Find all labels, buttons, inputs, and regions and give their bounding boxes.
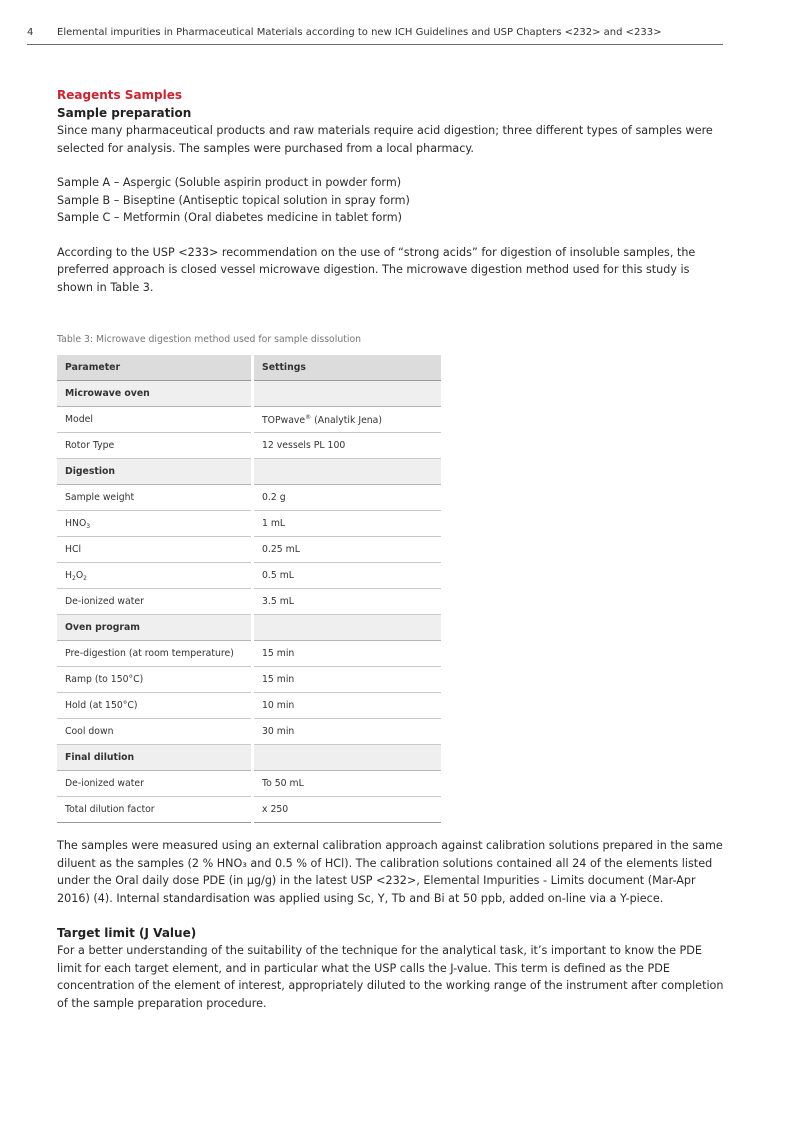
row-label: Rotor Type bbox=[57, 433, 253, 459]
target-limit-heading: Target limit (J Value) bbox=[57, 926, 197, 940]
row-label: Model bbox=[57, 407, 253, 433]
row-value: 3.5 mL bbox=[253, 589, 442, 615]
row-value: x 250 bbox=[253, 797, 442, 823]
row-label: Total dilution factor bbox=[57, 797, 253, 823]
sample-c: Sample C – Metformin (Oral diabetes medicine in tablet form) bbox=[57, 211, 403, 224]
table-row bbox=[57, 797, 441, 823]
row-label: Ramp (to 150°C) bbox=[57, 667, 253, 693]
table-row bbox=[57, 433, 441, 459]
table-row bbox=[57, 485, 441, 511]
table-row bbox=[57, 563, 441, 589]
row-value: 15 min bbox=[253, 667, 442, 693]
group-row bbox=[57, 459, 441, 485]
document-title: Elemental impurities in Pharmaceutical Materials according to new ICH Guidelines and USP Chapters <232> and <233> bbox=[57, 27, 662, 38]
section-title: Reagents Samples bbox=[57, 88, 183, 102]
row-label: Hold (at 150°C) bbox=[57, 693, 253, 719]
target-limit-paragraph: For a better understanding of the suitability of the technique for the analytical task, it’s important to know the PDE limit for each target element, and in particular what the USP calls the J-value. This term is defined as the PDE concentration of the element of interest, appropriately diluted to the working range of the instrument after completion of the sample preparation procedure. bbox=[57, 944, 724, 1010]
row-label: $H_2O_2$ bbox=[57, 563, 253, 589]
header-settings: Settings bbox=[253, 355, 442, 381]
table-row bbox=[57, 771, 441, 797]
table-row bbox=[57, 667, 441, 693]
page-number: 4 bbox=[27, 27, 34, 38]
row-value: 0.2 g bbox=[253, 485, 442, 511]
row-value: 10 min bbox=[253, 693, 442, 719]
row-label: De-ionized water bbox=[57, 771, 253, 797]
row-value: TOPwave® (Analytik Jena) bbox=[253, 407, 442, 433]
table-row bbox=[57, 719, 441, 745]
row-label: HCl bbox=[57, 537, 253, 563]
row-label: $HNO_3$ bbox=[57, 511, 253, 537]
table-row bbox=[57, 641, 441, 667]
table-header-row bbox=[57, 355, 441, 381]
sample-preparation-heading: Sample preparation bbox=[57, 106, 192, 120]
page-header bbox=[27, 24, 723, 45]
group-row bbox=[57, 745, 441, 771]
table-row bbox=[57, 511, 441, 537]
group-row bbox=[57, 381, 441, 407]
table-row bbox=[57, 589, 441, 615]
calibration-paragraph: The samples were measured using an external calibration approach against calibration solutions prepared in the same diluent as the samples (2 % HNO₃ and 0.5 % of HCl). The calibration solutions contained all 24 of the elements listed under the Oral daily dose PDE (in µg/g) in the latest USP <232>, Elemental Impurities - Limits document (Mar-Apr 2016) (4). Internal standardisation was applied using Sc, Y, Tb and Bi at 50 ppb, added on-line via a Y-piece. bbox=[57, 839, 723, 905]
page-content bbox=[57, 86, 727, 1012]
group-digestion: Digestion bbox=[57, 459, 253, 485]
row-value: 12 vessels PL 100 bbox=[253, 433, 442, 459]
row-value: 0.5 mL bbox=[253, 563, 442, 589]
intro-paragraph: Since many pharmaceutical products and raw materials require acid digestion; three different types of samples were selected for analysis. The samples were purchased from a local pharmacy. bbox=[57, 124, 713, 155]
table-caption: Table 3: Microwave digestion method used for sample dissolution bbox=[57, 334, 362, 345]
row-label: De-ionized water bbox=[57, 589, 253, 615]
row-value: 0.25 mL bbox=[253, 537, 442, 563]
table-row bbox=[57, 537, 441, 563]
row-label: Pre-digestion (at room temperature) bbox=[57, 641, 253, 667]
group-final-dilution: Final dilution bbox=[57, 745, 253, 771]
row-value: To 50 mL bbox=[253, 771, 442, 797]
row-value: 1 mL bbox=[253, 511, 442, 537]
group-row bbox=[57, 615, 441, 641]
sample-a: Sample A – Aspergic (Soluble aspirin product in powder form) bbox=[57, 176, 402, 189]
row-value: 15 min bbox=[253, 641, 442, 667]
usp-paragraph: According to the USP <233> recommendation on the use of “strong acids” for digestion of insoluble samples, the preferred approach is closed vessel microwave digestion. The microwave digestion method used for this study is shown in Table 3. bbox=[57, 245, 696, 294]
digestion-table bbox=[57, 355, 441, 823]
table-row bbox=[57, 407, 441, 433]
header-parameter: Parameter bbox=[57, 355, 253, 381]
group-oven-program: Oven program bbox=[57, 615, 253, 641]
table-row bbox=[57, 693, 441, 719]
group-microwave-oven: Microwave oven bbox=[57, 381, 253, 407]
row-label: Sample weight bbox=[57, 485, 253, 511]
sample-b: Sample B – Biseptine (Antiseptic topical solution in spray form) bbox=[57, 193, 410, 207]
row-label: Cool down bbox=[57, 719, 253, 745]
row-value: 30 min bbox=[253, 719, 442, 745]
